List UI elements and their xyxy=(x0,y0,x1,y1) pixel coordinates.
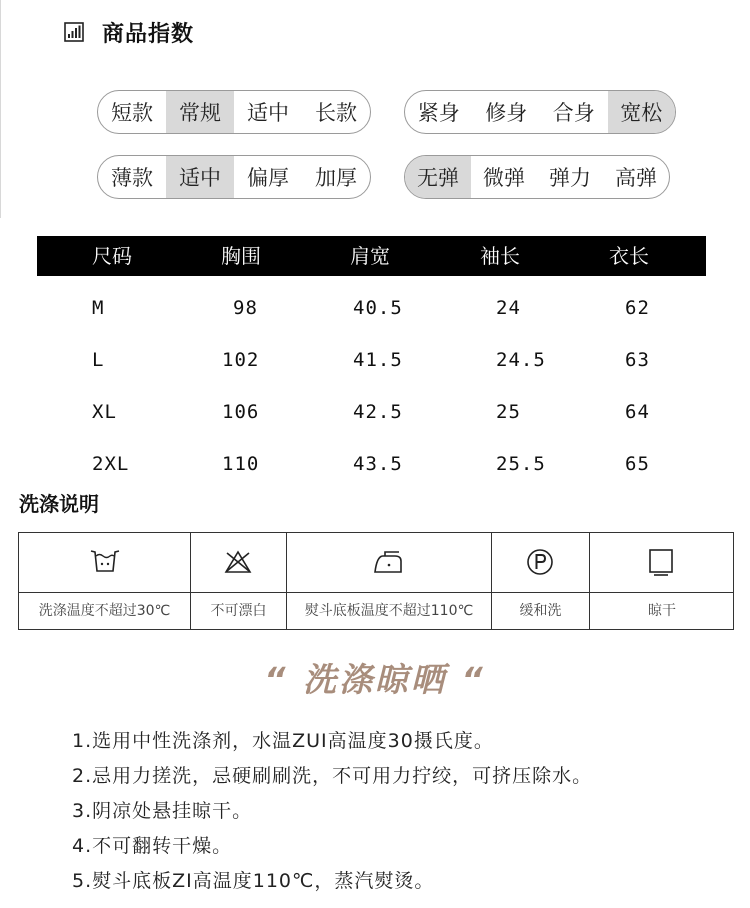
elasticity-option: 无弹 xyxy=(405,156,471,198)
column-header-length: 衣长 xyxy=(609,244,649,268)
left-divider xyxy=(0,0,1,218)
wash-tub-icon xyxy=(89,547,121,577)
wash-label: 熨斗底板温度不超过110℃ xyxy=(304,603,474,619)
cell-size: L xyxy=(92,349,105,371)
wash-label: 缓和洗 xyxy=(519,603,562,619)
cell-shoulder: 42.5 xyxy=(353,401,403,423)
line-dry-icon xyxy=(645,547,677,577)
length-option: 常规 xyxy=(166,91,234,133)
thickness-option: 薄款 xyxy=(111,166,153,190)
cell-sleeve: 24 xyxy=(496,297,521,319)
length-index xyxy=(97,90,371,134)
fit-option: 宽松 xyxy=(608,91,676,133)
cell-shoulder: 41.5 xyxy=(353,349,403,371)
fit-option: 紧身 xyxy=(417,101,460,125)
table-row xyxy=(37,449,706,479)
thickness-index xyxy=(97,155,371,199)
cell-size: 2XL xyxy=(92,453,130,475)
length-option: 短款 xyxy=(111,101,153,125)
cell-shoulder: 40.5 xyxy=(353,297,403,319)
cell-shoulder: 43.5 xyxy=(353,453,403,475)
cell-length: 65 xyxy=(625,453,650,475)
elasticity-index xyxy=(404,155,670,199)
cell-length: 62 xyxy=(625,297,650,319)
fit-option: 合身 xyxy=(552,101,595,125)
care-instruction: 4.不可翻转干燥。 xyxy=(72,835,233,857)
length-option: 适中 xyxy=(247,101,289,125)
wash-title: 洗涤说明 xyxy=(19,492,99,516)
fit-index xyxy=(404,90,676,134)
cell-size: XL xyxy=(92,401,117,423)
thickness-option: 偏厚 xyxy=(247,166,289,190)
elasticity-option: 弹力 xyxy=(549,166,591,190)
table-row xyxy=(37,293,706,323)
cell-chest: 102 xyxy=(222,349,260,371)
column-header-shoulder: 肩宽 xyxy=(350,244,390,268)
care-instruction: 1.选用中性洗涤剂，水温ZUI高温度30摄氏度。 xyxy=(72,730,494,752)
column-header-chest: 胸围 xyxy=(221,244,261,268)
table-row xyxy=(37,397,706,427)
iron-icon xyxy=(372,547,404,577)
thickness-option: 加厚 xyxy=(315,166,357,190)
length-option: 长款 xyxy=(315,101,357,125)
cell-chest: 110 xyxy=(222,453,260,475)
cell-length: 64 xyxy=(625,401,650,423)
wash-label: 不可漂白 xyxy=(210,603,267,619)
thickness-option: 适中 xyxy=(166,156,234,198)
table-row xyxy=(37,345,706,375)
care-instruction: 2.忌用力搓洗，忌硬刷刷洗，不可用力拧绞，可挤压除水。 xyxy=(72,765,593,787)
no-bleach-icon xyxy=(222,547,254,577)
size-table-header xyxy=(37,236,706,276)
cell-sleeve: 25.5 xyxy=(496,453,546,475)
fit-option: 修身 xyxy=(485,101,528,125)
wash-label: 洗涤温度不超过30℃ xyxy=(38,603,171,619)
header-title: 商品指数 xyxy=(102,21,195,47)
care-instruction: 3.阴凉处悬挂晾干。 xyxy=(72,800,253,822)
wash-table xyxy=(18,532,734,630)
column-header-size: 尺码 xyxy=(92,244,132,268)
elasticity-option: 微弹 xyxy=(483,166,525,190)
cell-chest: 98 xyxy=(233,297,258,319)
cell-sleeve: 25 xyxy=(496,401,521,423)
cell-sleeve: 24.5 xyxy=(496,349,546,371)
wash-label: 晾干 xyxy=(648,603,676,619)
care-instruction: 5.熨斗底板ZI高温度110℃，蒸汽熨烫。 xyxy=(72,870,435,892)
cell-size: M xyxy=(92,297,105,319)
column-header-sleeve: 袖长 xyxy=(480,244,520,268)
elasticity-option: 高弹 xyxy=(615,166,657,190)
cell-length: 63 xyxy=(625,349,650,371)
cell-chest: 106 xyxy=(222,401,260,423)
bar-chart-icon xyxy=(64,22,84,42)
product-index-header xyxy=(64,16,194,48)
gentle-wash-p-icon xyxy=(524,547,556,577)
care-heading: “ 洗涤晾晒 “ xyxy=(264,660,486,699)
